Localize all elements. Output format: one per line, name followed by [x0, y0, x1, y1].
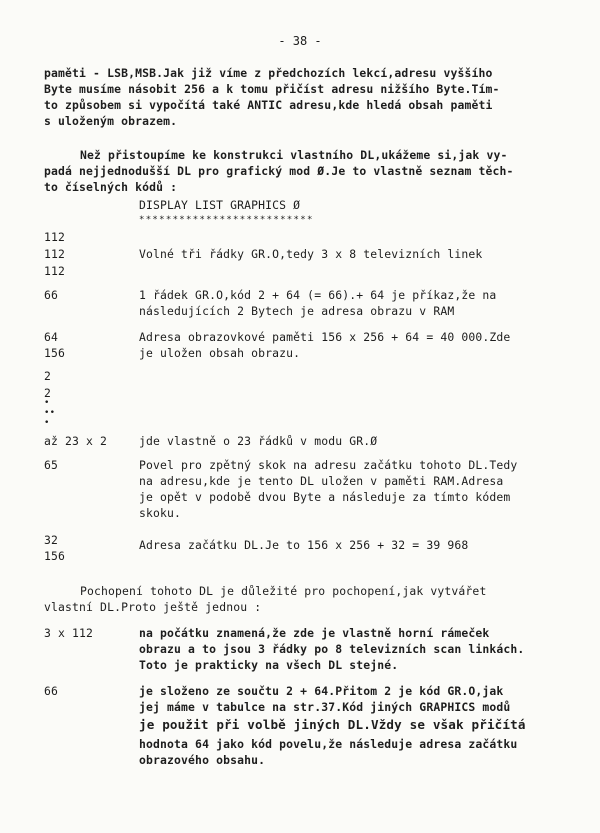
listing-comment: je opět v podobě dvou Byte a následuje za tímto kódem — [139, 490, 511, 504]
listing-code: 112 — [44, 247, 66, 261]
intro-line: to způsobem si vypočítá také ANTIC adresu,kde hledá obsah paměti — [44, 98, 493, 112]
intro-line: s uloženým obrazem. — [44, 114, 178, 128]
listing-code: 112 — [44, 264, 66, 278]
listing-comment: Adresa začátku DL.Je to 156 x 256 + 32 = 39 968 — [139, 538, 469, 552]
recap-text: na počátku znamená,že zde je vlastně horní rámeček — [139, 626, 490, 640]
recap-text: obrazu a to jsou 3 řádky po 8 televizních scan linkách. — [139, 642, 525, 656]
paragraph-line: Než přistoupíme ke konstrukci vlastního DL,ukážeme si,jak vy- — [80, 148, 508, 162]
intro-line: Byte musíme násobit 256 a k tomu přičíst adresu nižšího Byte.Tím- — [44, 82, 500, 96]
listing-comment: 1 řádek GR.O,kód 2 + 64 (= 66).+ 64 je příkaz,že na — [139, 288, 497, 302]
listing-comment: Volné tři řádky GR.O,tedy 3 x 8 televizních linek — [139, 247, 483, 261]
listing-code: 156 — [44, 346, 66, 360]
recap-key: 66 — [44, 684, 59, 698]
paragraph-line: to číselných kódů : — [44, 180, 178, 194]
listing-code: 2 — [44, 369, 52, 383]
listing-code: 32 — [44, 533, 59, 547]
listing-underline: ************************** — [139, 215, 314, 225]
listing-code: 66 — [44, 288, 59, 302]
recap-key: 3 x 112 — [44, 626, 94, 640]
listing-comment: Adresa obrazovkové paměti 156 x 256 + 64 = 40 000.Zde — [139, 330, 511, 344]
recap-text: hodnota 64 jako kód povelu,že následuje adresa začátku — [139, 737, 518, 751]
listing-title: DISPLAY LIST GRAPHICS Ø — [139, 198, 301, 212]
listing-ellipsis: • — [44, 418, 50, 428]
listing-comment: Povel pro zpětný skok na adresu začátku tohoto DL.Tedy — [139, 458, 518, 472]
recap-text: je použit při volbě jiných DL.Vždy se však přičítá — [139, 717, 526, 732]
paragraph-line: padá nejjednodušší DL pro grafický mod Ø.Je to vlastně seznam těch- — [44, 164, 514, 178]
recap-text: obrazového obsahu. — [139, 753, 266, 767]
listing-code: 2 — [44, 386, 52, 400]
listing-comment: následujících 2 Bytech je adresa obrazu v RAM — [139, 304, 455, 318]
recap-text: je složeno ze součtu 2 + 64.Přitom 2 je kód GR.O,jak — [139, 684, 504, 698]
listing-code: 112 — [44, 230, 66, 244]
listing-comment: skoku. — [139, 506, 182, 520]
listing-comment: jde vlastně o 23 řádků v modu GR.Ø — [139, 434, 378, 448]
page-number: - 38 - — [278, 34, 322, 48]
recap-text: jej máme v tabulce na str.37.Kód jiných GRAPHICS modů — [139, 700, 511, 714]
paragraph-line: Pochopení tohoto DL je důležité pro pochopení,jak vytvářet — [80, 584, 487, 598]
listing-comment: je uložen obsah obrazu. — [139, 346, 301, 360]
listing-code: 156 — [44, 549, 66, 563]
listing-code: 65 — [44, 458, 59, 472]
paragraph-line: vlastní DL.Proto ještě jednou : — [44, 600, 262, 614]
listing-ellipsis: • — [44, 398, 50, 408]
recap-text: Toto je prakticky na všech DL stejné. — [139, 658, 399, 672]
listing-code: 64 — [44, 330, 59, 344]
listing-code: až 23 x 2 — [44, 434, 108, 448]
intro-line: paměti - LSB,MSB.Jak již víme z předchozích lekcí,adresu vyššího — [44, 66, 493, 80]
listing-comment: na adresu,kde je tento DL uložen v paměti RAM.Adresa — [139, 474, 504, 488]
listing-ellipsis: •• — [44, 408, 56, 418]
